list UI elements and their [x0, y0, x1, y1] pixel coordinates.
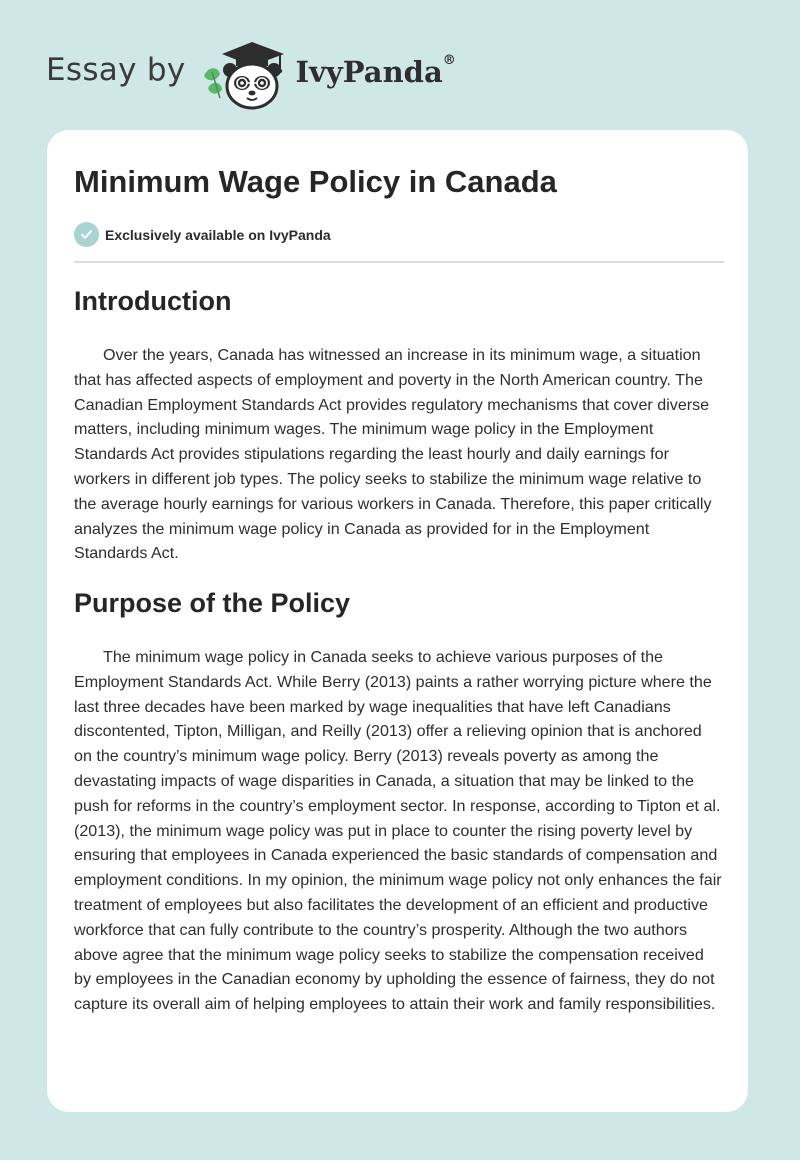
page-title: Minimum Wage Policy in Canada	[74, 164, 557, 199]
leaf-icon	[204, 68, 222, 98]
brand-name-text: IvyPanda	[295, 55, 443, 89]
section-heading-introduction: Introduction	[74, 286, 232, 316]
exclusive-badge	[74, 222, 331, 247]
essay-by-label: Essay by	[46, 52, 186, 88]
brand-name[interactable]	[296, 55, 456, 89]
section-paragraph-purpose: The minimum wage policy in Canada seeks to achieve various purposes of the Employment Standards Act. While Berry (2013) paints a rather worrying picture where the last three decades have been marked by wage inequalities that have left Canadians discontented, Tipton, Milligan, and Reilly (2013) offer a relieving opinion that is anchored on the country’s minimum wage policy. Berry (2013) reveals poverty as among the devastating impacts of wage disparities in Canada, a situation that may be linked to the push for reforms in the country’s employment sector. In response, according to Tipton et al. (2013), the minimum wage policy was put in place to counter the rising poverty level by ensuring that employees in Canada experienced the basic standards of compensation and employment conditions. In my opinion, the minimum wage policy not only enhances the fair treatment of employees but also facilitates the development of an efficient and productive workforce that can fully contribute to the country’s prosperity. Although the two authors above agree that the minimum wage policy seeks to stabilize the compensation received by employees in the Canadian economy by upholding the essence of fairness, they do not capture its overall aim of helping employees to attain their work and family responsibilities.	[74, 648, 722, 1014]
panda-graduation-cap-icon[interactable]	[200, 36, 292, 112]
divider	[74, 261, 724, 263]
section-heading-purpose: Purpose of the Policy	[74, 588, 351, 618]
badge-text: Exclusively available on IvyPanda	[105, 226, 331, 243]
check-icon	[74, 222, 99, 247]
section-paragraph-introduction: Over the years, Canada has witnessed an increase in its minimum wage, a situation that has affected aspects of employment and poverty in the North American country. The Canadian Employment Standards Act provides regulatory mechanisms that cover diverse matters, including minimum wages. The minimum wage policy in the Employment Standards Act provides stipulations regarding the least hourly and daily earnings for workers in different job types. The policy seeks to stabilize the minimum wage relative to the average hourly earnings for various workers in Canada. Therefore, this paper critically analyzes the minimum wage policy in Canada as provided for in the Employment Standards Act.	[74, 346, 712, 563]
site-header	[46, 36, 456, 112]
registered-mark: ®	[442, 53, 456, 68]
article-card	[47, 130, 748, 1112]
